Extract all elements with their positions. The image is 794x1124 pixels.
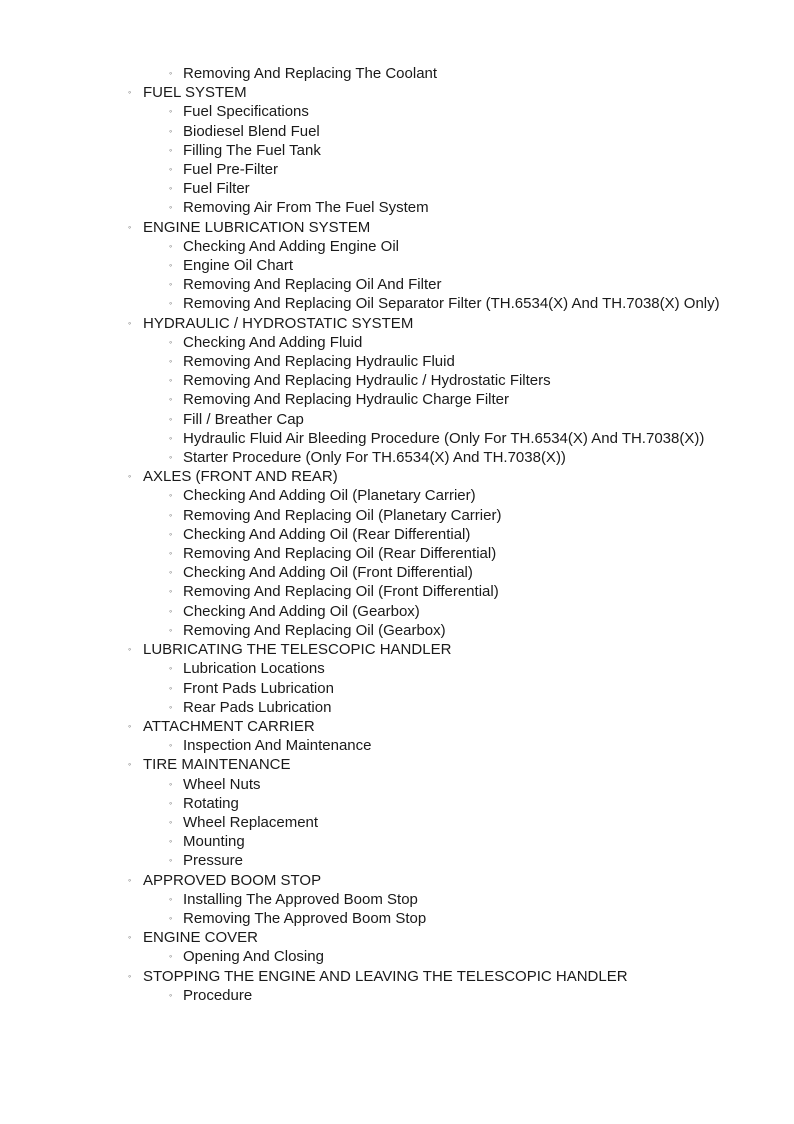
bullet-icon: ◦	[169, 778, 173, 789]
toc-entry-label: Removing And Replacing Oil (Gearbox)	[183, 621, 446, 639]
toc-entry-label: Lubrication Locations	[183, 660, 325, 678]
toc-section	[0, 755, 794, 774]
toc-entry-label: Fuel Specifications	[183, 103, 309, 121]
toc-subsection	[0, 410, 794, 429]
bullet-icon: ◦	[128, 932, 132, 943]
bullet-icon: ◦	[169, 375, 173, 386]
bullet-icon: ◦	[128, 317, 132, 328]
toc-section	[0, 717, 794, 736]
toc-subsection	[0, 333, 794, 352]
toc-subsection	[0, 352, 794, 371]
bullet-icon: ◦	[128, 874, 132, 885]
bullet-icon: ◦	[128, 720, 132, 731]
toc-entry-label: ENGINE LUBRICATION SYSTEM	[143, 218, 371, 236]
toc-subsection	[0, 659, 794, 678]
toc-subsection	[0, 506, 794, 525]
bullet-icon: ◦	[128, 471, 132, 482]
toc-entry-label: Removing And Replacing Hydraulic Fluid	[183, 353, 455, 371]
toc-entry-label: APPROVED BOOM STOP	[143, 871, 322, 889]
toc-entry-label: AXLES (FRONT AND REAR)	[143, 468, 338, 486]
toc-entry-label: Removing And Replacing Hydraulic / Hydrostatic Filters	[183, 372, 551, 390]
bullet-icon: ◦	[169, 816, 173, 827]
bullet-icon: ◦	[128, 644, 132, 655]
bullet-icon: ◦	[169, 202, 173, 213]
toc-entry-label: Wheel Nuts	[183, 775, 261, 793]
toc-entry-label: Removing And Replacing Oil (Front Differential)	[183, 583, 499, 601]
bullet-icon: ◦	[169, 567, 173, 578]
toc-subsection	[0, 813, 794, 832]
bullet-icon: ◦	[169, 356, 173, 367]
toc-list	[0, 64, 794, 1005]
toc-entry-label: Filling The Fuel Tank	[183, 141, 321, 159]
toc-entry-label: Rotating	[183, 794, 239, 812]
bullet-icon: ◦	[169, 893, 173, 904]
toc-entry-label: Opening And Closing	[183, 948, 324, 966]
toc-entry-label: Front Pads Lubrication	[183, 679, 334, 697]
toc-entry-label: Checking And Adding Oil (Gearbox)	[183, 602, 420, 620]
toc-subsection	[0, 544, 794, 563]
toc-entry-label: Removing And Replacing Oil Separator Filter (TH.6534(X) And TH.7038(X) Only)	[183, 295, 720, 313]
toc-subsection	[0, 237, 794, 256]
toc-entry-label: Removing And Replacing Oil (Planetary Carrier)	[183, 506, 502, 524]
toc-entry-label: Inspection And Maintenance	[183, 737, 372, 755]
toc-subsection	[0, 486, 794, 505]
bullet-icon: ◦	[169, 528, 173, 539]
bullet-icon: ◦	[169, 413, 173, 424]
toc-entry-label: Hydraulic Fluid Air Bleeding Procedure (Only For TH.6534(X) And TH.7038(X))	[183, 429, 705, 447]
toc-subsection	[0, 582, 794, 601]
bullet-icon: ◦	[128, 970, 132, 981]
toc-section	[0, 467, 794, 486]
toc-subsection	[0, 698, 794, 717]
toc-entry-label: ENGINE COVER	[143, 929, 259, 947]
toc-subsection	[0, 621, 794, 640]
toc-entry-label: ATTACHMENT CARRIER	[143, 717, 315, 735]
bullet-icon: ◦	[128, 759, 132, 770]
bullet-icon: ◦	[169, 548, 173, 559]
toc-entry-label: Removing Air From The Fuel System	[183, 199, 429, 217]
toc-subsection	[0, 429, 794, 448]
toc-subsection	[0, 102, 794, 121]
bullet-icon: ◦	[169, 183, 173, 194]
toc-section	[0, 871, 794, 890]
toc-entry-label: Removing The Approved Boom Stop	[183, 909, 427, 927]
bullet-icon: ◦	[169, 912, 173, 923]
toc-entry-label: Fill / Breather Cap	[183, 410, 304, 428]
toc-entry-label: Removing And Replacing Oil And Filter	[183, 276, 442, 294]
toc-subsection	[0, 371, 794, 390]
bullet-icon: ◦	[169, 682, 173, 693]
toc-subsection	[0, 275, 794, 294]
toc-entry-label: LUBRICATING THE TELESCOPIC HANDLER	[143, 641, 452, 659]
toc-subsection	[0, 294, 794, 313]
toc-entry-label: Checking And Adding Oil (Front Differential)	[183, 564, 473, 582]
toc-entry-label: TIRE MAINTENANCE	[143, 756, 291, 774]
bullet-icon: ◦	[169, 605, 173, 616]
toc-subsection	[0, 986, 794, 1005]
toc-entry-label: Removing And Replacing Hydraulic Charge Filter	[183, 391, 509, 409]
bullet-icon: ◦	[169, 432, 173, 443]
toc-entry-label: Biodiesel Blend Fuel	[183, 122, 320, 140]
toc-entry-label: Starter Procedure (Only For TH.6534(X) And TH.7038(X))	[183, 449, 566, 467]
toc-subsection	[0, 141, 794, 160]
toc-entry-label: Checking And Adding Fluid	[183, 333, 363, 351]
toc-entry-label: Checking And Adding Oil (Planetary Carrier)	[183, 487, 476, 505]
toc-entry-label: Engine Oil Chart	[183, 257, 294, 275]
bullet-icon: ◦	[169, 68, 173, 78]
toc-entry-label: Removing And Replacing Oil (Rear Differential)	[183, 545, 497, 563]
bullet-icon: ◦	[169, 279, 173, 290]
bullet-icon: ◦	[169, 701, 173, 712]
bullet-icon: ◦	[169, 144, 173, 155]
toc-entry-label: Installing The Approved Boom Stop	[183, 890, 418, 908]
bullet-icon: ◦	[169, 951, 173, 962]
bullet-icon: ◦	[169, 336, 173, 347]
toc-subsection	[0, 179, 794, 198]
toc-subsection	[0, 736, 794, 755]
bullet-icon: ◦	[169, 989, 173, 1000]
toc-subsection	[0, 122, 794, 141]
toc-subsection	[0, 602, 794, 621]
bullet-icon: ◦	[169, 490, 173, 501]
bullet-icon: ◦	[128, 87, 132, 98]
bullet-icon: ◦	[169, 452, 173, 463]
bullet-icon: ◦	[169, 586, 173, 597]
toc-entry-label: Rear Pads Lubrication	[183, 698, 332, 716]
toc-subsection	[0, 525, 794, 544]
toc-entry-label: Fuel Pre-Filter	[183, 161, 279, 179]
bullet-icon: ◦	[128, 221, 132, 232]
bullet-icon: ◦	[169, 394, 173, 405]
bullet-icon: ◦	[169, 125, 173, 136]
toc-section	[0, 640, 794, 659]
bullet-icon: ◦	[169, 663, 173, 674]
toc-section	[0, 314, 794, 333]
toc-section	[0, 967, 794, 986]
toc-entry-label: FUEL SYSTEM	[143, 84, 247, 102]
toc-subsection	[0, 390, 794, 409]
toc-subsection	[0, 775, 794, 794]
toc-section	[0, 83, 794, 102]
toc-entry-label: Checking And Adding Oil (Rear Differential)	[183, 525, 471, 543]
bullet-icon: ◦	[169, 164, 173, 175]
toc-entry-label: Pressure	[183, 852, 244, 870]
toc-subsection	[0, 890, 794, 909]
toc-subsection	[0, 832, 794, 851]
toc-subsection	[0, 947, 794, 966]
toc-entry-label: Procedure	[183, 986, 253, 1004]
toc-entry-label: Wheel Replacement	[183, 813, 319, 831]
toc-entry-label: HYDRAULIC / HYDROSTATIC SYSTEM	[143, 314, 414, 332]
toc-entry-label: Removing And Replacing The Coolant	[183, 65, 438, 82]
toc-entry-label: Mounting	[183, 833, 245, 851]
toc-subsection	[0, 198, 794, 217]
toc-entry-label: STOPPING THE ENGINE AND LEAVING THE TELESCOPIC HANDLER	[143, 967, 628, 985]
toc-subsection	[0, 160, 794, 179]
toc-entry-label: Fuel Filter	[183, 180, 250, 198]
bullet-icon: ◦	[169, 509, 173, 520]
toc-entry-label: Checking And Adding Engine Oil	[183, 237, 399, 255]
toc-subsection	[0, 563, 794, 582]
bullet-icon: ◦	[169, 740, 173, 751]
bullet-icon: ◦	[169, 298, 173, 309]
bullet-icon: ◦	[169, 260, 173, 271]
bullet-icon: ◦	[169, 855, 173, 866]
toc-section	[0, 218, 794, 237]
toc-subsection	[0, 909, 794, 928]
bullet-icon: ◦	[169, 797, 173, 808]
toc-subsection	[0, 64, 794, 83]
toc-subsection	[0, 679, 794, 698]
toc-subsection	[0, 256, 794, 275]
bullet-icon: ◦	[169, 624, 173, 635]
toc-subsection	[0, 794, 794, 813]
toc-section	[0, 928, 794, 947]
bullet-icon: ◦	[169, 836, 173, 847]
bullet-icon: ◦	[169, 240, 173, 251]
toc-subsection	[0, 448, 794, 467]
bullet-icon: ◦	[169, 106, 173, 117]
toc-subsection	[0, 851, 794, 870]
